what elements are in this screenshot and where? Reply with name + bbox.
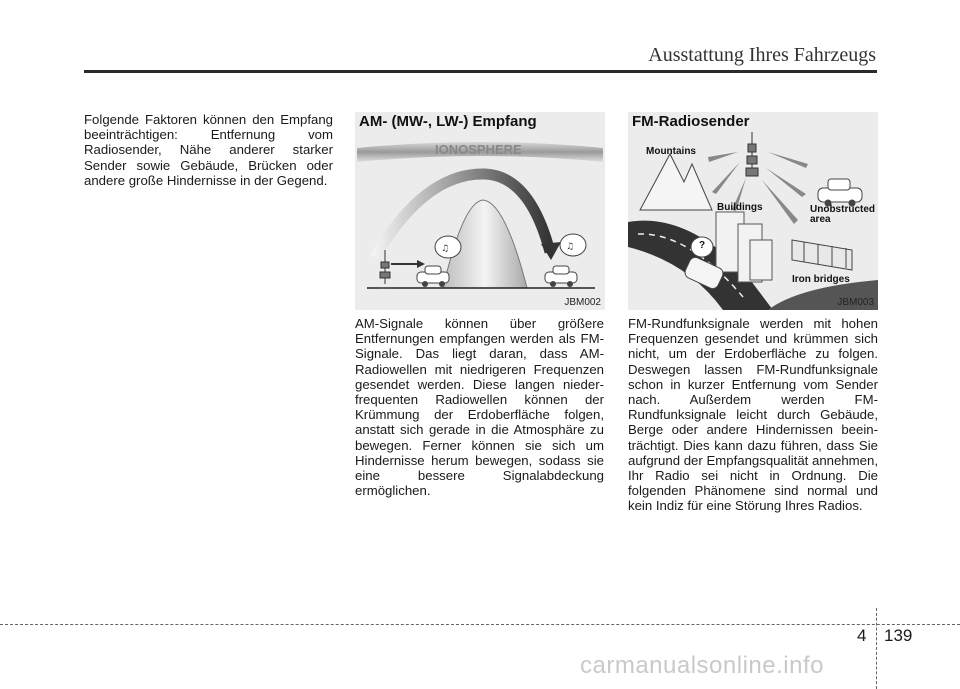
fm-transmitter-figure bbox=[628, 112, 878, 310]
question-mark-label: ? bbox=[699, 240, 706, 251]
am-figure-code: JBM002 bbox=[564, 297, 601, 308]
radio-bubble-left-icon bbox=[435, 236, 461, 258]
page-divider bbox=[876, 608, 877, 689]
mountains-label: Mountains bbox=[646, 146, 696, 157]
page-number: 139 bbox=[884, 626, 913, 645]
svg-text:♫: ♫ bbox=[566, 242, 575, 252]
page-header-title: Ausstattung Ihres Fahrzeugs bbox=[648, 44, 876, 66]
car-right-icon bbox=[545, 266, 577, 287]
iron-bridge-shape bbox=[792, 240, 852, 270]
am-paragraph: AM-Signale können über größere Entfernungen empfangen werden als FM-Signale. Das liegt daran, dass AM-Radiowellen mit niedrigeren Frequenzen gesendet werden. Diese langen nieder-frequenten Radiowellen können der Krümmung der Erdoberfläche folgen, anstatt sich gerade in die Atmosphäre zu bewegen. Ferner können sie sich um Hindernisse herum bewegen, sodass sie eine bessere Signalabdeckung ermöglichen. bbox=[355, 316, 604, 499]
mountains-shape bbox=[640, 154, 712, 210]
header-rule bbox=[84, 70, 877, 73]
svg-text:♫: ♫ bbox=[441, 244, 450, 254]
fm-figure-code: JBM003 bbox=[837, 297, 874, 308]
area-label: area bbox=[810, 214, 831, 225]
fm-tower-icon bbox=[746, 132, 758, 176]
iron-bridges-label: Iron bridges bbox=[792, 274, 850, 285]
am-reception-figure bbox=[355, 112, 605, 310]
radio-bubble-right-icon bbox=[560, 234, 586, 256]
arc-arrowhead bbox=[541, 242, 561, 260]
intro-paragraph: Folgende Faktoren können den Empfang beeinträchtigen: Entfernung vom Radiosender, Nähe anderer starker Sender sowie Gebäude, Brücken oder andere große Hindernisse in der Gegend. bbox=[84, 112, 333, 188]
car-left-icon bbox=[417, 266, 449, 287]
buildings-label: Buildings bbox=[717, 202, 763, 213]
fm-paragraph: FM-Rundfunksignale werden mit hohen Frequenzen gesendet und krümmen sich nicht, um der Erdoberfläche zu folgen. Deswegen lassen FM-Rundfunksignale schon in kurzer Entfernung vom Sender nach. Außerdem werden FM-Rundfunksignale leicht durch Gebäude, Berge oder andere Hindernissen beein-trächtigt. Dies kann dazu führen, dass Sie aufgrund der Empfangsqualität annehmen, Ihr Radio sei nicht in Ordnung. Die folgenden Phänomene sind normal und kein Indiz für eine Störung Ihres Radios. bbox=[628, 316, 879, 514]
am-figure-title: AM- (MW-, LW-) Empfang bbox=[359, 113, 537, 130]
unobstructed-label: Unobstructed bbox=[810, 204, 875, 215]
fm-figure-title: FM-Radiosender bbox=[632, 113, 750, 130]
watermark: carmanualsonline.info bbox=[580, 652, 824, 679]
ionosphere-label: IONOSPHERE bbox=[435, 142, 522, 157]
buildings-shape bbox=[716, 212, 772, 282]
car-unobstructed-icon bbox=[818, 179, 862, 207]
chapter-number: 4 bbox=[857, 626, 867, 645]
footer-rule bbox=[0, 624, 960, 625]
